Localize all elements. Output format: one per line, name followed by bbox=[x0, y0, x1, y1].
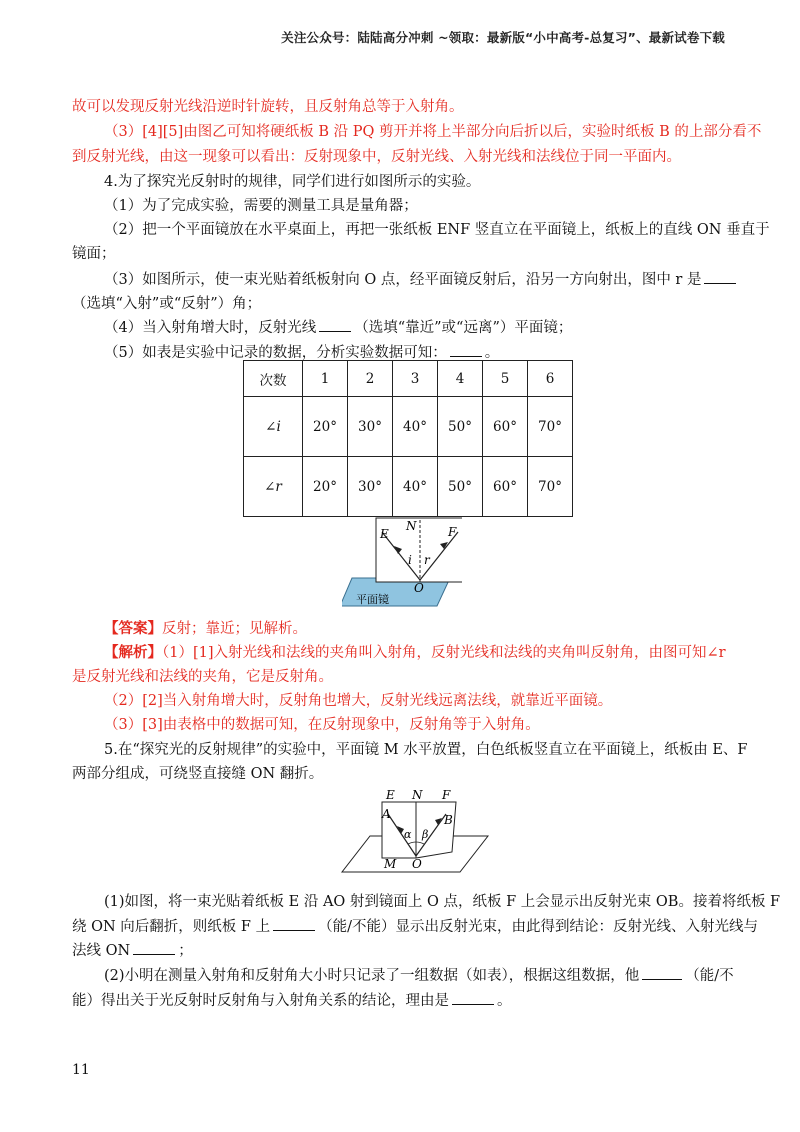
q5-part1: (1)如图，将一束光贴着纸板 E 沿 AO 射到镜面上 O 点，纸板 F 上会显示出反射光束 OB。接着将纸板 F bbox=[104, 894, 781, 910]
label-A: A bbox=[382, 807, 391, 821]
q5-part1-text4: ； bbox=[178, 943, 193, 959]
q5-part2-text: (2)小明在测量入射角和反射角大小时只记录了一组数据（如表），根据这组数据，他 bbox=[104, 968, 640, 984]
q5-reflection-figure bbox=[340, 788, 490, 874]
q5-part2-text2: （能/不 bbox=[685, 968, 734, 984]
table-cell: 30° bbox=[348, 397, 393, 457]
answer-blank[interactable] bbox=[133, 941, 175, 955]
table-cell: 50° bbox=[438, 397, 483, 457]
table-header-cell: 4 bbox=[438, 361, 483, 397]
q3-analysis-line: 故可以发现反射光线沿逆时针旋转，且反射角总等于入射角。 bbox=[72, 99, 464, 115]
q4-part3-text: （3）如图所示，使一束光贴着纸板射向 O 点，经平面镜反射后，沿另一方向射出，图中 r 是 bbox=[104, 272, 702, 288]
q4-analysis-1-cont: 是反射光线和法线的夹角，它是反射角。 bbox=[72, 669, 333, 685]
analysis-text: （1）[1]入射光线和法线的夹角叫入射角，反射光线和法线的夹角叫反射角，由图可知∠r bbox=[162, 645, 726, 661]
q4-part3 bbox=[72, 269, 730, 291]
label-beta: β bbox=[422, 828, 429, 841]
q3-analysis-line: 到反射光线，由这一现象可以看出：反射现象中，反射光线、入射光线和法线位于同一平面内。 bbox=[72, 149, 681, 165]
q3-analysis-line: （3）[4][5]由图乙可知将硬纸板 B 沿 PQ 剪开并将上半部分向后折以后，实验时纸板 B 的上部分看不 bbox=[104, 124, 762, 140]
label-O: O bbox=[414, 581, 424, 595]
answer-tag: 【答案】 bbox=[104, 620, 162, 637]
label-E: E bbox=[380, 527, 389, 541]
table-row bbox=[244, 457, 573, 517]
table-cell: 40° bbox=[393, 397, 438, 457]
table-cell: 40° bbox=[393, 457, 438, 517]
answer-text: 反射；靠近；见解析。 bbox=[162, 621, 307, 637]
q4-stem: 4.为了探究光反射时的规律，同学们进行如图所示的实验。 bbox=[104, 174, 481, 190]
q4-part2: （2）把一个平面镜放在水平桌面上，再把一张纸板 ENF 竖直立在平面镜上，纸板上的直线 ON 垂直于 bbox=[104, 222, 770, 238]
q4-answer bbox=[72, 618, 730, 640]
table-cell: 20° bbox=[303, 397, 348, 457]
table-header-cell: 1 bbox=[303, 361, 348, 397]
table-cell: 60° bbox=[483, 457, 528, 517]
q4-reflection-figure bbox=[342, 516, 462, 608]
q5-part1-end bbox=[72, 940, 730, 962]
page-number: 11 bbox=[72, 1062, 90, 1078]
label-E: E bbox=[386, 788, 395, 802]
q5-part2-text3: 能）得出关于光反射时反射角与入射角关系的结论，理由是 bbox=[72, 993, 449, 1009]
q5-part1-cont bbox=[72, 916, 758, 938]
label-B: B bbox=[444, 813, 453, 827]
table-cell: 30° bbox=[348, 457, 393, 517]
table-cell: 70° bbox=[528, 457, 573, 517]
q4-analysis-3: （3）[3]由表格中的数据可知，在反射现象中，反射角等于入射角。 bbox=[104, 717, 540, 733]
answer-blank[interactable] bbox=[319, 318, 351, 332]
table-header-cell: 5 bbox=[483, 361, 528, 397]
label-F: F bbox=[448, 525, 457, 539]
row-label: ∠r bbox=[244, 457, 303, 517]
label-O: O bbox=[412, 857, 422, 871]
q4-data-table bbox=[243, 360, 573, 517]
table-header-cell: 2 bbox=[348, 361, 393, 397]
q4-part3-cont: （选填“入射”或“反射”）角； bbox=[72, 296, 262, 312]
label-N: N bbox=[412, 788, 423, 802]
analysis-tag: 【解析】 bbox=[104, 644, 162, 661]
q4-analysis-2: （2）[2]当入射角增大时，反射角也增大，反射光线远离法线，就靠近平面镜。 bbox=[104, 693, 613, 709]
q5-part1-text2: （能/不能）显示出反射光束，由此得到结论：反射光线、入射光线与 bbox=[318, 919, 758, 935]
answer-blank[interactable] bbox=[452, 991, 494, 1005]
q4-part4-text: （4）当入射角增大时，反射光线 bbox=[104, 320, 317, 336]
table-header-row bbox=[244, 361, 573, 397]
q4-part5-end: 。 bbox=[484, 345, 500, 361]
table-header-cell: 3 bbox=[393, 361, 438, 397]
label-M: M bbox=[384, 857, 397, 871]
page-header: 关注公众号：陆陆高分冲刺 ~领取：最新版“小中高考-总复习”、最新试卷下载 bbox=[281, 30, 725, 45]
table-header-cell: 6 bbox=[528, 361, 573, 397]
table-row bbox=[244, 397, 573, 457]
q5-part2 bbox=[72, 965, 734, 987]
q4-part1: （1）为了完成实验，需要的测量工具是量角器； bbox=[104, 198, 418, 214]
q4-part4 bbox=[72, 317, 730, 339]
table-cell: 20° bbox=[303, 457, 348, 517]
q5-part1-text: 绕 ON 向后翻折，则纸板 F 上 bbox=[72, 919, 271, 935]
label-N: N bbox=[406, 519, 417, 533]
table-cell: 50° bbox=[438, 457, 483, 517]
label-F: F bbox=[442, 788, 451, 802]
answer-blank[interactable] bbox=[704, 270, 736, 284]
answer-blank[interactable] bbox=[450, 343, 482, 357]
table-header-cell: 次数 bbox=[244, 361, 303, 397]
q4-part2-cont: 镜面； bbox=[72, 246, 116, 262]
q5-part1-text3: 法线 ON bbox=[72, 943, 131, 959]
q4-part5-text: （5）如表是实验中记录的数据，分析实验数据可知： bbox=[104, 345, 447, 361]
q4-part4-text2: （选填“靠近”或“远离”）平面镜； bbox=[354, 320, 573, 336]
q5-stem-cont: 两部分组成，可绕竖直接缝 ON 翻折。 bbox=[72, 766, 324, 782]
mirror-label: 平面镜 bbox=[356, 593, 389, 606]
label-r: r bbox=[424, 553, 430, 567]
table-cell: 60° bbox=[483, 397, 528, 457]
answer-blank[interactable] bbox=[642, 966, 682, 980]
table-cell: 70° bbox=[528, 397, 573, 457]
answer-blank[interactable] bbox=[273, 917, 315, 931]
row-label: ∠i bbox=[244, 397, 303, 457]
label-i: i bbox=[408, 553, 412, 567]
q4-analysis-1 bbox=[72, 642, 730, 664]
q5-part2-cont bbox=[72, 990, 730, 1012]
q5-stem: 5.在“探究光的反射规律”的实验中，平面镜 M 水平放置，白色纸板竖直立在平面镜上，纸板由 E、F bbox=[104, 742, 748, 758]
label-alpha: α bbox=[404, 828, 412, 841]
q5-part2-text4: 。 bbox=[497, 993, 512, 1009]
